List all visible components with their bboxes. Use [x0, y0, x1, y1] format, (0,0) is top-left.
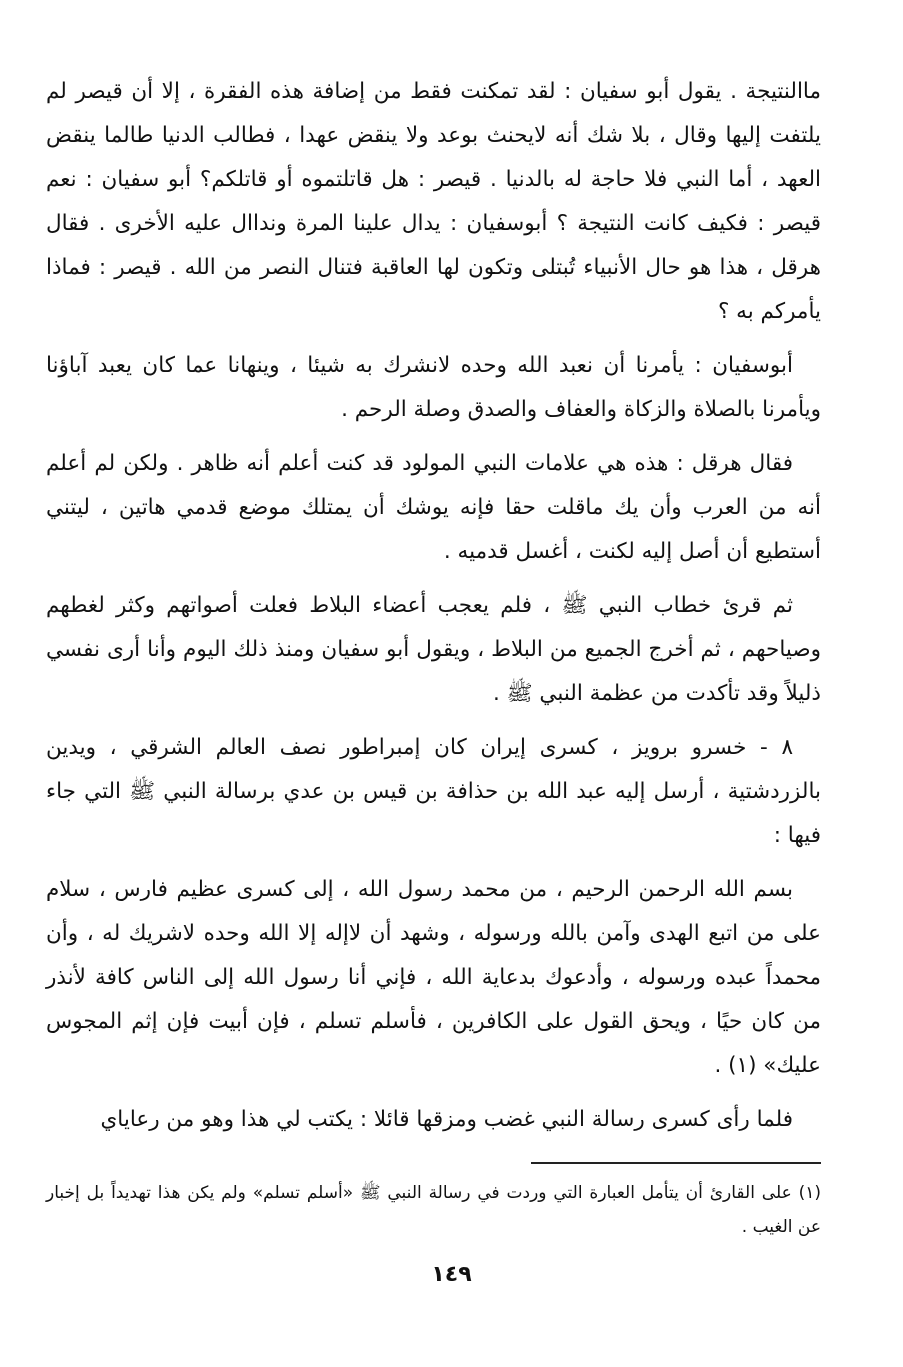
page-number: ١٤٩ — [431, 1262, 472, 1287]
paragraph-letter-text: بسم الله الرحمن الرحيم ، من محمد رسول الله ، إلى كسرى عظيم فارس ، سلام على من اتبع الهدى وآمن بالله ورسوله ، وشهد أن لاإله إلا الله وحده لاشريك له ، وأن محمداً عبده ورسوله ، وأدعوك بدعاية الله ، فإني أنا رسول الله إلى الناس كافة لأنذر من كان حيًا ، ويحق القول على الكافرين ، فأسلم تسلم ، فإن أبيت فإن إثم المجوس عليك» (١) . — [46, 877, 821, 1078]
footnote-divider — [531, 1162, 821, 1164]
paragraph-letter-read: ثم قرئ خطاب النبي ﷺ ، فلم يعجب أعضاء البلاط فعلت أصواتهم وكثر لغطهم وصياحهم ، ثم أخرج الجميع من البلاط ، ويقول أبو سفيان ومنذ ذلك اليوم وأنا أرى نفسي ذليلاً وقد تأكدت من عظمة النبي ﷺ . — [46, 593, 821, 706]
paragraph-abu-sufyan-answer: أبوسفيان : يأمرنا أن نعبد الله وحده لانشرك به شيئا ، وينهانا عما كان يعبد آباؤنا ويأمرنا بالصلاة والزكاة والعفاف والصدق وصلة الرحم . — [46, 353, 821, 422]
footnote: (١) على القارئ أن يتأمل العبارة التي وردت في رسالة النبي ﷺ «أسلم تسلم» ولم يكن هذا تهديداً بل إخبار عن الغيب . — [46, 1183, 821, 1237]
paragraph-abu-sufyan-dialogue: ماالنتيجة . يقول أبو سفيان : لقد تمكنت فقط من إضافة هذه الفقرة ، إلا أن قيصر لم يلتفت إليها وقال ، بلا شك أنه لايحنث بوعد ولا ينقض عهدا ، فطالب الدنيا طالما ينقض العهد ، أما النبي فلا حاجة له بالدنيا . قيصر : هل قاتلتموه أو قاتلكم؟ أبو سفيان : نعم قيصر : فكيف كانت النتيجة ؟ أبوسفيان : يدال علينا المرة ونداال عليه الأخرى . فقال هرقل ، هذا هو حال الأنبياء تُبتلى وتكون لها العاقبة فتنال النصر من الله . قيصر : فماذا يأمركم به ؟ — [46, 79, 821, 324]
paragraph-khosrow-reaction: فلما رأى كسرى رسالة النبي غضب ومزقها قائلا : يكتب لي هذا وهو من رعاياي — [100, 1107, 793, 1132]
paragraph-khosrow-intro: ٨ - خسرو برويز ، كسرى إيران كان إمبراطور نصف العالم الشرقي ، ويدين بالزردشتية ، أرسل إليه عبد الله بن حذافة بن قيس بن عدي برسالة النبي ﷺ التي جاء فيها : — [46, 735, 821, 848]
paragraph-heraclius-response: فقال هرقل : هذه هي علامات النبي المولود قد كنت أعلم أنه ظاهر . ولكن لم أعلم أنه من العرب وأن يك ماقلت حقا فإنه يوشك أن يمتلك موضع قدمي هاتين ، ليتني أستطيع أن أصل إليه لكنت ، أغسل قدميه . — [46, 451, 821, 564]
